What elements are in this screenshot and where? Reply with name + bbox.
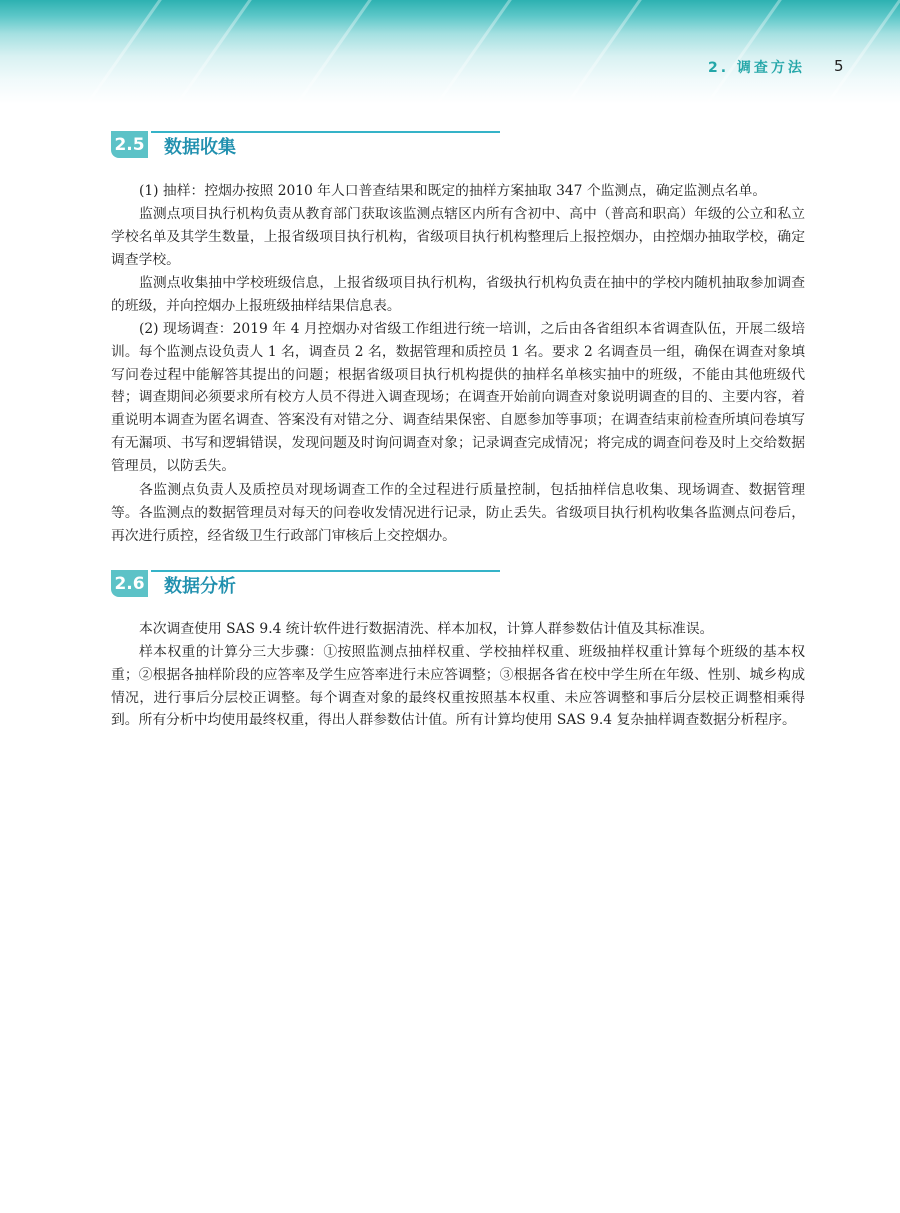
header-stripe (77, 0, 165, 104)
page-number: 5 (834, 57, 844, 75)
section-title: 数据分析 (164, 576, 236, 597)
header-stripe (557, 0, 645, 104)
section-number-badge: 2.5 (111, 131, 148, 158)
paragraph: (1) 抽样：控烟办按照 2010 年人口普查结果和既定的抽样方案抽取 347 个监测点，确定监测点名单。 (139, 183, 767, 199)
paragraph: 本次调查使用 SAS 9.4 统计软件进行数据清洗、样本加权，计算人群参数估计值及其标准误。 (139, 621, 714, 637)
section-title: 数据收集 (164, 137, 236, 158)
header-stripe (427, 0, 515, 104)
header-band (0, 0, 900, 104)
paragraph: (2) 现场调查：2019 年 4 月控烟办对省级工作组进行统一培训，之后由各省组织本省调查队伍，开展二级培训。每个监测点设负责人 1 名，调查员 2 名，数据管理和质控员 1 名。要求 2 名调查员一组，确保在调查对象填写问卷过程中能解答其提出的问题；根据省级项目执行机构提供的抽样名单核实抽中的班级，不能由其他班级代替；调查期间必须要求所有校方人员不得进入调查现场；在调查开始前向调查对象说明调查的目的、主要内容，着重说明本调查为匿名调查、答案没有对错之分、调查结果保密、自愿参加等事项；在调查结束前检查所填问卷填写有无漏项、书写和逻辑错误，发现问题及时询问调查对象；记录调查完成情况；将完成的调查问卷及时上交给数据管理员，以防丢失。 (111, 321, 805, 474)
header-stripe (287, 0, 375, 104)
paragraph: 各监测点负责人及质控员对现场调查工作的全过程进行质量控制，包括抽样信息收集、现场调查、数据管理等。各监测点的数据管理员对每天的问卷收发情况进行记录，防止丢失。省级项目执行机构收集各监测点问卷后，再次进行质控，经省级卫生行政部门审核后上交控烟办。 (111, 482, 805, 544)
header-stripe (817, 0, 900, 104)
paragraph: 监测点收集抽中学校班级信息，上报省级项目执行机构，省级执行机构负责在抽中的学校内随机抽取参加调查的班级，并向控烟办上报班级抽样结果信息表。 (111, 275, 805, 314)
paragraph: 样本权重的计算分三大步骤：①按照监测点抽样权重、学校抽样权重、班级抽样权重计算每个班级的基本权重；②根据各抽样阶段的应答率及学生应答率进行未应答调整；③根据各省在校中学生所在年级、性别、城乡构成情况，进行事后分层校正调整。每个调查对象的最终权重按照基本权重、未应答调整和事后分层校正调整相乘得到。所有分析中均使用最终权重，得出人群参数估计值。所有计算均使用 SAS 9.4 复杂抽样调查数据分析程序。 (111, 644, 805, 729)
section-number-badge: 2.6 (111, 570, 148, 597)
paragraph: 监测点项目执行机构负责从教育部门获取该监测点辖区内所有含初中、高中（普高和职高）年级的公立和私立学校名单及其学生数量，上报省级项目执行机构，省级项目执行机构整理后上报控烟办，由控烟办抽取学校，确定调查学校。 (111, 206, 805, 268)
header-stripe (697, 0, 785, 104)
running-header-chapter: 2. 调查方法 (708, 60, 805, 76)
header-stripe (167, 0, 255, 104)
